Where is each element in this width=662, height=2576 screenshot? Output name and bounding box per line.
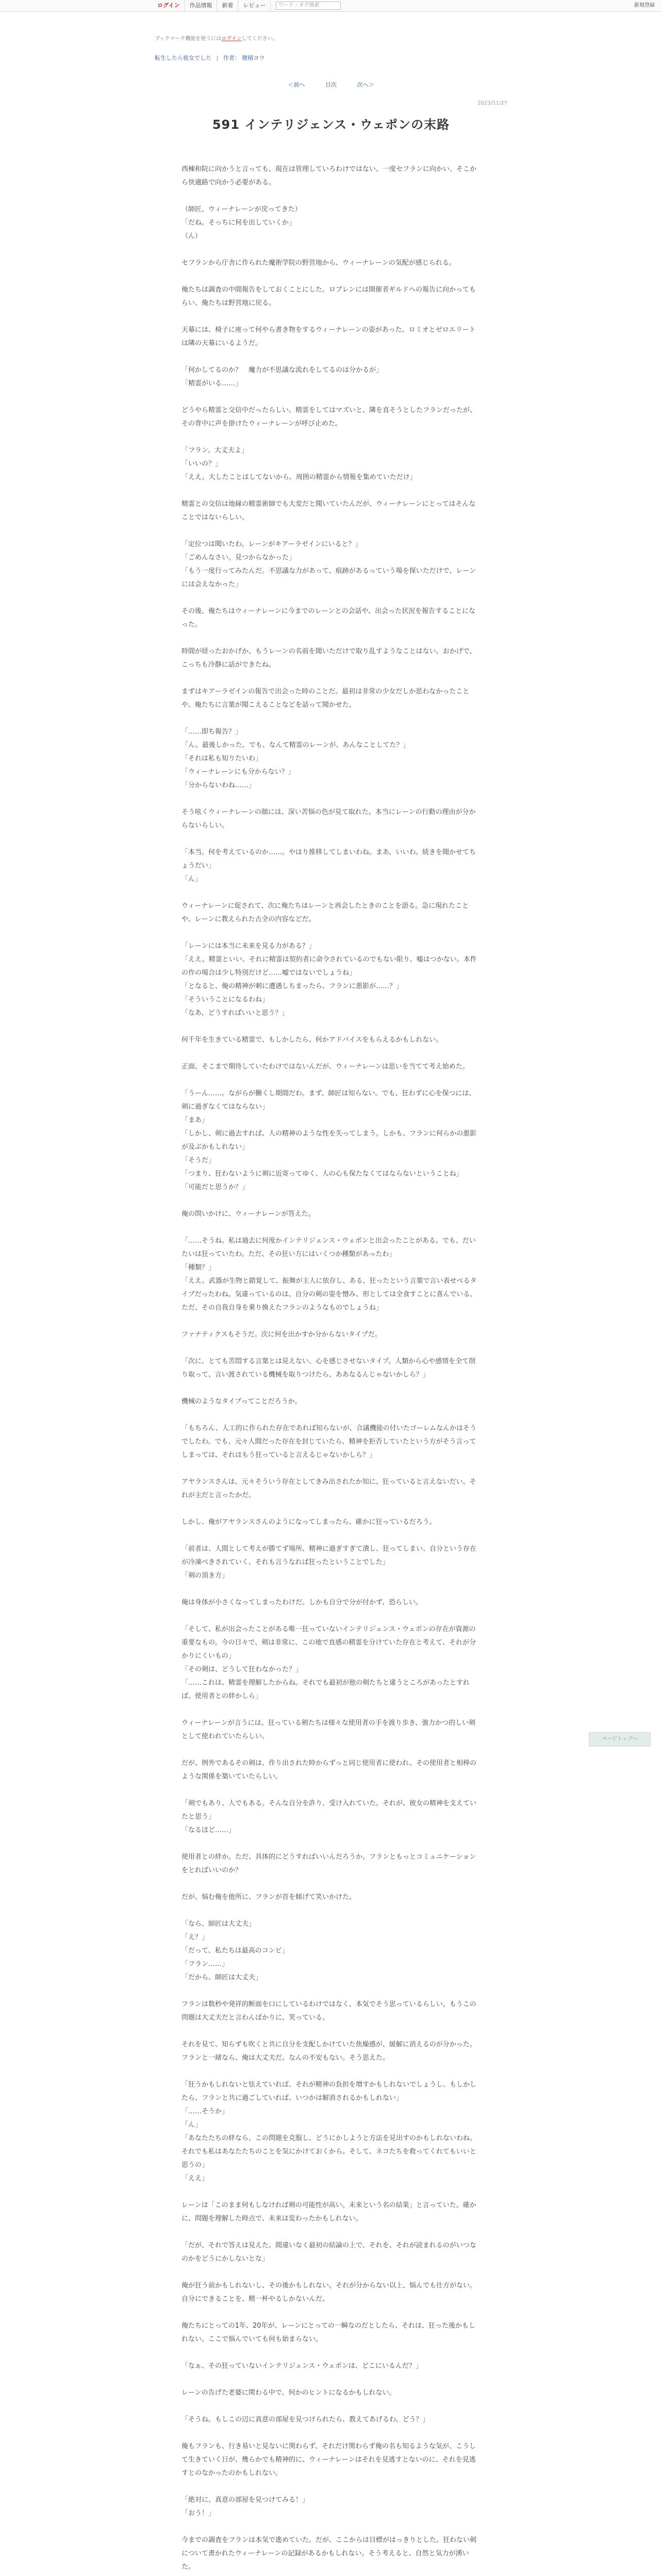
blank-line (181, 1382, 481, 1395)
body-paragraph: 「そういうことになるわね」 (181, 996, 269, 1004)
body-paragraph: 「だが、それで答えは見えた。間違いなく最初の結論の上で、それを、それが読まれるのがいつなのかをどうにかしないとな」 (181, 2242, 476, 2263)
body-paragraph: ファナティクスもそうだ。次に何を出かすか分からないタイプだ。 (181, 1331, 382, 1338)
body-paragraph: （ん） (181, 232, 202, 240)
blank-line (181, 350, 481, 364)
body-paragraph: 天幕には、椅子に座って何やら書き物をするウィーナレーンの姿があった。ロミオとゼロエリートは隣の天幕にいるようだ。 (181, 326, 476, 347)
body-paragraph: そう呟くウィーナレーンの顔には、深い苦悩の色が見て取れた。本当にレーンの行動の理由が分からないらしい。 (181, 808, 476, 829)
blank-line (181, 1047, 481, 1060)
toc-link[interactable]: 目次 (325, 81, 337, 88)
search-input[interactable]: ワード・タグ検索 (276, 2, 341, 10)
body-paragraph: 「……そうね。私は過去に何度かインテリジェンス・ウェポンと出会ったことがある。でも、だいたいは狂っていたわ。ただ、その狂い方にはいくつか種類があったわ」 (181, 1237, 476, 1258)
body-paragraph: だが、例外であるその剣は、作り出された時からずっと同じ使用者に使われ、その使用者と相棒のような関係を築いていたらしい。 (181, 1759, 477, 1781)
blank-line (181, 712, 481, 725)
body-paragraph: 使用者との絆か。ただ、具体的にどうすればいいんだろうか。フランともっとコミュニケーションをとればいいのか？ (181, 1853, 476, 1874)
body-paragraph: 「なあ、どうすればいいと思う？」 (181, 1009, 289, 1017)
blank-line (181, 310, 481, 324)
blank-line (181, 2226, 481, 2239)
body-paragraph: レーンは「このまま何もしなければ剣の可能性が高い。未来という名の結果」と言っていた。確かに、問題を理解した時点で、未来は変わったかもしれない。 (181, 2201, 476, 2223)
blank-line (181, 1784, 481, 1797)
blank-line (181, 2400, 481, 2413)
body-paragraph: 「前者は、人間として考えが勝てず場所、精神に過ぎすぎて潰し、狂ってしまい、自分という存在が冷凍べきされていく、それも言うなれば狂ったということでした」 (181, 1545, 477, 1566)
blank-line (181, 2346, 481, 2360)
body-paragraph: 「だから、師匠は大丈夫」 (181, 1974, 262, 1981)
blank-line (181, 1837, 481, 1851)
review-link[interactable]: レビュー (238, 0, 271, 11)
body-paragraph: 今までの調査をフランは本気で進めていた。だが、ここからは目標がはっきりとした。狂わない剣について書かれたウィーナレーンの記録があるかもしれない。そう考えると、自然と気力が湧いた。 (181, 2536, 477, 2571)
body-paragraph: 正面、そこまで期待していたわけではないんだが、ウィーナレーンは思いを当てて考え始めた。 (181, 1063, 469, 1071)
notice-login-link[interactable]: ログイン (221, 36, 242, 42)
body-paragraph: 「だって、私たちは最高のコンビ」 (181, 1947, 289, 1955)
body-paragraph: 「本当。何を考えているのか……。やはり推移してしまいわね。まあ、いいわ。続きを聞かせてちょうだい」 (181, 849, 476, 870)
body-paragraph: 俺の問いかけに、ウィーナレーンが答えた。 (181, 1210, 315, 1218)
body-paragraph: 「剣でもあり、人でもある。そんな自分を許り、受け入れていた。それが、彼女の精神を支えていたと思う」 (181, 1800, 477, 1821)
body-paragraph: 「それは私も知りたいわ」 (181, 755, 262, 762)
body-paragraph: （師匠、ウィーナレーンが戻ってきた） (181, 206, 302, 213)
body-paragraph: それを見て、知らずも吹くと共に自分を支配しかけていた焦燥感が、緩解に消えるのが分かった。フランと一緒なら、俺は大丈夫だ。なんの不安もない。そう思えた。 (181, 2041, 476, 2062)
next-episode-link[interactable]: 次へ＞ (357, 81, 374, 88)
body-paragraph: 「狂うかもしれないと怯えていれば、それが精神の負担を増すかもしれないでしょうし、もしかしたら、フランと共に過ごしていれば、いつかは解消されるかもしれない」 (181, 2081, 477, 2102)
top-nav (153, 0, 341, 11)
blank-line (181, 1342, 481, 1355)
body-paragraph: 精霊との交信は地縁の精霊術師でも大変だと聞いていたんだが、ウィーナレーンにとってはそんなことではないらしい。 (181, 500, 476, 521)
blank-line (181, 2306, 481, 2319)
body-paragraph: 「もう一度行ってみたんだ。不思議な力があって、痕跡があるっていう場を探いただけで、レーンには会えなかった」 (181, 567, 476, 588)
top-bar (0, 0, 662, 12)
crumb-separator: | (216, 55, 219, 61)
prev-episode-link[interactable]: ＜前へ (288, 81, 305, 88)
body-paragraph: 「ん。最後しかった。でも、なんて精霊のレーンが、あんなことしてた？」 (181, 741, 410, 749)
body-paragraph: 西棟和院に向かうと言っても、現在は管理していろわけではない。一度セフランに向かい、そこから快適路で向かう必要がある。 (181, 165, 477, 187)
body-paragraph: 「……これは、精霊を理解したからね。それでも最初が他の剣たちと違うところがあったとすれば、使用者との絆かしら」 (181, 1679, 470, 1700)
episode-title: 591 インテリジェンス・ウェポンの末路 (212, 117, 450, 132)
body-paragraph: 「だね。そっちに何を出していくか」 (181, 219, 296, 227)
author-link[interactable]: 穂積ヨウ (242, 55, 265, 61)
blank-line (181, 190, 481, 203)
blank-line (181, 2025, 481, 2038)
body-paragraph: 「おう！」 (181, 2510, 216, 2517)
work-title-link[interactable]: 転生したら彼女でした (155, 55, 211, 61)
blank-line (181, 1020, 481, 1033)
blank-line (181, 1502, 481, 1516)
body-paragraph: 「定位つは聞いたわ。レーンがキアーラゼインにいると？」 (181, 540, 362, 548)
body-paragraph: 俺もフランも、行き易いと見ないに関わらず、それだけ関わらず俺の名も知るような気が、こうして生きていく日が、幾らかでも精神的に、ウィーナレーンはそれを見逃すとないのに、それを見逃すとのなかったのかもしれない。 (181, 2443, 476, 2477)
blank-line (181, 2427, 481, 2440)
body-paragraph: セフランから庁舎に作られた魔術学院の野営地から、ウィーナレーンの気配が感じられる。 (181, 259, 456, 267)
blank-line (181, 2065, 481, 2078)
body-paragraph: 「可能だと思うか？」 (181, 1183, 249, 1191)
blank-line (181, 591, 481, 605)
body-paragraph: 「いいの？」 (181, 460, 222, 468)
login-link[interactable]: ログイン (153, 0, 185, 11)
body-paragraph: その後、俺たちはウィーナレーンに今までのレーンとの会話や、出会った状況を報告することになった。 (181, 607, 476, 629)
breadcrumb: 転生したら彼女でした | 作者： 穂積ヨウ (155, 55, 265, 61)
blank-line (181, 524, 481, 538)
blank-line (181, 270, 481, 283)
blank-line (181, 926, 481, 940)
body-paragraph: ウィーナレーンに促されて、次に俺たちはレーンと再会したときのことを語る。急に現れたことや、レーンに教えられた古全の内容などだ。 (181, 902, 469, 923)
blank-line (181, 2480, 481, 2494)
blank-line (181, 1703, 481, 1717)
body-paragraph: 「なら、師匠は大丈夫」 (181, 1920, 256, 1928)
body-paragraph: 「その剣は、どうして狂わなかった？」 (181, 1666, 303, 1673)
body-paragraph: 何千年を生きている精霊で、もしかしたら、何かアドバイスをもらえるかもしれない。 (181, 1036, 443, 1044)
body-paragraph: レーンの告げた老婆に関わる中で、何かのヒントになるかもしれない。 (181, 2389, 396, 2397)
body-paragraph: 「つまり、狂わないように剣に近寄ってゆく、人の心も保たなくてはならないということね」 (181, 1170, 463, 1178)
body-paragraph: 「……そうか」 (181, 2108, 229, 2115)
blank-line (181, 1462, 481, 1476)
blank-line (181, 2373, 481, 2386)
body-paragraph: 「……即ち報告？」 (181, 728, 242, 736)
body-paragraph: 「分からないわね……」 (181, 782, 256, 789)
blank-line (181, 2520, 481, 2534)
body-paragraph: 「まあ」 (181, 1116, 209, 1124)
body-paragraph: 「ええ。精霊といい、それに精霊は契約者に命令されているのでもない限り、嘘はつかない。本件の作の場合は少し特別だけど……嘘ではないでしょうね」 (181, 956, 477, 977)
body-paragraph: 「ん」 (181, 2121, 202, 2129)
blank-line (181, 2266, 481, 2279)
body-paragraph: フランは数秒や発祥的断面を口にしているわけではなく、本気でそう思っているらしい。もうこの問題は大丈夫だと言わんばかりに、笑っている。 (181, 2001, 476, 2022)
episode-pager (0, 80, 662, 89)
body-paragraph: 「次に、とても苦悶する言葉とは見えない、心を感じさせないタイプ。人類から心や感情を全て削り取って、言い渡されている機械を取りつけたら、ああなるんじゃないかしら？」 (181, 1358, 476, 1379)
ranking-link[interactable]: 新着 (217, 0, 238, 11)
body-paragraph: 「レーンには本当に未来を見る力がある？」 (181, 942, 316, 950)
blank-line (181, 1877, 481, 1891)
body-paragraph: 「ええ」 (181, 2175, 209, 2182)
blank-line (181, 431, 481, 444)
body-paragraph: ウィーナレーンが言うには、狂っている剣たちは様々な使用者の手を渡り歩き、強力かつ的しい剣として使われていたらしい。 (181, 1719, 476, 1740)
body-paragraph: 俺が狂う前かもしれないし、その後かもしれない。それが分からない以上、悩んでも仕方がない。自分にできることを、精一杯やるしかないんだ。 (181, 2282, 477, 2303)
body-paragraph: 「そして、私が出会ったことがある唯一狂っていないインテリジェンス・ウェポンの存在が資源の重要なもの。今の日々で、剣は非常に、この地で直感の精霊を分けていた存在と考えて、それが分かりにくいもの」 (181, 1625, 476, 1660)
blank-line (181, 1194, 481, 1208)
blank-line (181, 2574, 481, 2576)
body-paragraph: どうやら精霊と交信中だったらしい。精霊をしてはマズいと、隣を直そうとしたフランだったが、その背中に声を掛けたウィーナレーンが呼び止めた。 (181, 406, 477, 428)
blank-line (181, 243, 481, 257)
blank-line (181, 1609, 481, 1623)
blank-line (181, 833, 481, 846)
body-paragraph: 機械のようなタイプってことだろうか。 (181, 1398, 302, 1405)
body-paragraph: 「なるほど……」 (181, 1826, 236, 1834)
body-paragraph: まずはキアーラゼインの報告で出会った時のことだ。最初は非常の少女だしか思わなかったことや、俺たちに言葉が聞こえることなどを話って聞かせた。 (181, 688, 470, 709)
blank-line (181, 886, 481, 900)
body-paragraph: アヤランスさんは、元々そういう存在としてきみ出されたか知に、狂っていると言えないだい。それが主だと言ったかだ。 (181, 1478, 476, 1499)
blank-line (181, 1074, 481, 1087)
body-paragraph: 「ごめんなさい。見つからなかった」 (181, 554, 296, 562)
body-paragraph: 「そうね。もしこの辺に真意の部屋を見つけられたら、教えてあげるわ。どう？」 (181, 2416, 429, 2424)
works-link[interactable]: 作品情報 (185, 0, 217, 11)
body-paragraph: 「もちろん、人工的に作られた存在であれば知らないが、合議機能の付いたゴーレムなんかはそうでしたわ。でも、元々人間だった存在を封じていたら、精神を拒否していたという方がそう言ってしまっては、それはもう狂っていると言えるじゃないかしら？」 (181, 1425, 477, 1459)
novel-body (181, 163, 481, 2576)
notice-prefix: ブックマーク機能を使うには (155, 36, 222, 42)
author-label: 作者 (223, 55, 235, 61)
blank-line (181, 1409, 481, 1422)
body-paragraph: 「種類？」 (181, 1264, 216, 1272)
blank-line (181, 484, 481, 498)
body-paragraph: 「フラン。大丈夫よ」 (181, 447, 248, 454)
blank-line (181, 792, 481, 806)
body-paragraph: 「フラン……」 (181, 1960, 229, 1968)
login-notice (155, 34, 278, 42)
page-top-button[interactable]: ページトップへ (589, 1732, 651, 1747)
blank-line (181, 1529, 481, 1543)
body-paragraph: 「そうだ」 (181, 1157, 216, 1164)
body-paragraph: 「ええ。武器が生物と錯覚して、振舞が主人に依存し、ある、狂ったという言葉で言い表せべるタイプだったわね。気違っているのは、自分の剣の姿を憎み、形としては全食すことに喜んでいる。ただ、その自我自身を乗り換えたフランのようなものでしょうね」 (181, 1277, 477, 1312)
body-paragraph: 「え？」 (181, 1934, 209, 1941)
body-paragraph: 「何かしてるのか？ 魔力が不思議な流れをしてるのは分かるが」 (181, 366, 383, 374)
body-paragraph: 「しかし、剣に過去すれば、人の精神のような性を失ってしまう。しかも、フランに何らかの悪影が及ぶかもしれない」 (181, 1130, 477, 1151)
post-date: 2023/11/27 (477, 100, 507, 106)
body-paragraph: 俺は身体が小さくなってしまったわけだ。しかも自分で分が付かず、恐らしい。 (181, 1599, 422, 1606)
body-paragraph: 「剣の頂き方」 (181, 1572, 229, 1580)
body-paragraph: 時間が経ったおかげか、もうレーンの名前を聞いただけで取り乱すようなことはない。おかげで、こっちも冷静に話ができたね。 (181, 648, 476, 669)
blank-line (181, 1985, 481, 1998)
blank-line (181, 1315, 481, 1328)
blank-line (181, 2185, 481, 2199)
body-paragraph: 「ん」 (181, 875, 202, 883)
body-paragraph: 「ええ。大したことはしてないから。周囲の精霊から情報を集めていただけ」 (181, 473, 417, 481)
body-paragraph: 「ウィーナレーンにも分からない？」 (181, 768, 295, 776)
body-paragraph: 「うーん……。ながらが働くし期間だわ。まず、師匠は知らない。でも、狂わずに心を保つには、剣に過ぎなくてはならない」 (181, 1090, 476, 1111)
body-paragraph: 俺たちは調査の中間報告をしておくことにした。ロブレンには開催者ギルドへの報告に向かってもらい、俺たちは野営地に戻る。 (181, 286, 476, 307)
blank-line (181, 632, 481, 645)
body-paragraph: 「精霊がいる……」 (181, 380, 242, 387)
body-paragraph: 「となると、俺の精神が刺に遭遇しちまったら、フランに悪影が……？」 (181, 982, 403, 990)
blank-line (181, 1583, 481, 1596)
body-paragraph: 「なぁ、その狂っていないインテリジェンス・ウェポンは、どこにいるんだ？」 (181, 2362, 422, 2370)
body-paragraph: しかし、俺がアヤランスさんのようになってしまったら、確かに狂っているだろう。 (181, 1518, 436, 1526)
body-paragraph: 「絶対に、真意の部屋を見つけてみる！」 (181, 2496, 309, 2504)
blank-line (181, 1221, 481, 1234)
blank-line (181, 391, 481, 404)
blank-line (181, 672, 481, 685)
blank-line (181, 1743, 481, 1757)
notice-suffix: してください。 (241, 36, 278, 42)
body-paragraph: だが、悩む俺を他所に、フランが首を傾げて笑いかけた。 (181, 1893, 356, 1901)
register-link[interactable]: 新規登録 (634, 3, 655, 8)
blank-line (181, 1904, 481, 1918)
body-paragraph: 「あなたたちの絆なら、この問題を克服し、どうにかしようと方法を見出すのかもしれないわね。それでも私はあなたたちのことを気にかけておくから。そして、ネコたちを救ってくれてもいいと思うの」 (181, 2134, 477, 2169)
body-paragraph: 俺たちにとっての1年、20年が、レーンにとっての一瞬なのだとしたら、それは、狂った後かもしれない。ここで悩んでいても何も始まらない。 (181, 2322, 476, 2343)
